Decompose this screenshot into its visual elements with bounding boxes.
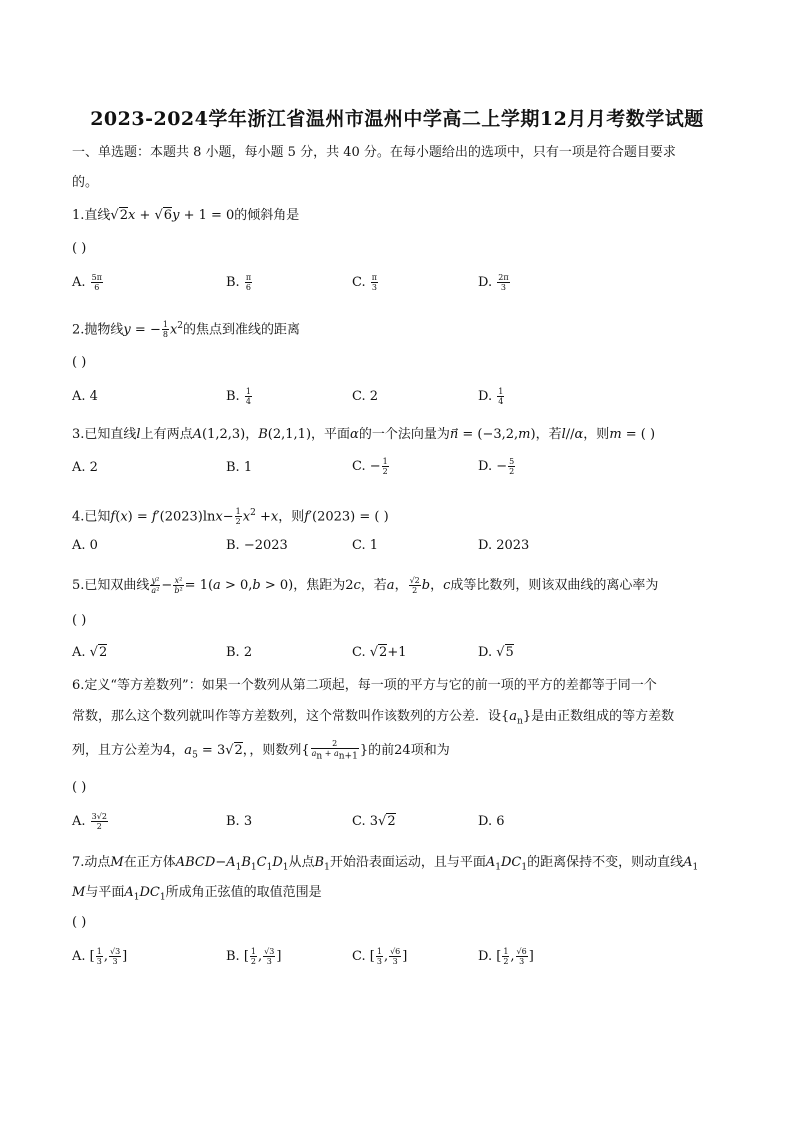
q4-option-a: A. 0 xyxy=(72,538,98,553)
question-6-cont: 常数，那么这个数列就叫作等方差数列，这个常数叫作该数列的方公差．设$\{a_n\}$是由正数组成的等方差数 xyxy=(72,709,675,727)
page-title: 2023-2024学年浙江省温州市温州中学高二上学期12月月考数学试题 xyxy=(90,108,704,130)
answer-paren: ( ) xyxy=(72,613,87,628)
q5-option-c: C. √2+1 xyxy=(352,645,407,660)
q2-option-b: B. $\frac{1}{4}$ xyxy=(226,387,251,406)
q4-option-d: D. 2023 xyxy=(478,538,530,553)
q3-option-a: A. 2 xyxy=(72,460,98,475)
q1-option-b: B. $\frac{\pi}{6}$ xyxy=(226,273,252,292)
q7-option-c: C. [ $\frac{1}{3}$ , $\frac{√6}{3}$ ] xyxy=(352,947,408,966)
q5-option-d: D. √5 xyxy=(478,645,514,660)
question-6: 6.定义“等方差数列”：如果一个数列从第二项起，每一项的平方与它的前一项的平方的差都等于同一个 xyxy=(72,678,657,693)
q6-option-a: A. $\frac{3√2}{2}$ xyxy=(72,812,107,831)
question-4: 4.已知f(x) = f′(2023)lnx− $\frac{1}{2}$ $x^2 +x$，则f′(2023) = ( ) xyxy=(72,507,389,527)
q3-option-c: C. − $\frac{1}{2}$ xyxy=(352,457,388,476)
question-2: 2.抛物线y = − $\frac{1}{8}$ $x^2$的焦点到准线的距离 xyxy=(72,320,301,340)
q6-option-b: B. 3 xyxy=(226,814,253,829)
question-5: 5.已知双曲线 $\frac{\text{y²}}{\text{a²}}$ − $\frac{\text{x²}}{\text{b²}}$ = 1(a > 0,b > 0)，焦距为2c，若a， $\frac{√2}{2}$ b，c成等比数列，则该双曲线的离心率为 xyxy=(72,576,659,595)
answer-paren: ( ) xyxy=(72,355,87,370)
q4-option-b: B. −2023 xyxy=(226,538,288,553)
q1-option-d: D. $\frac{2\pi}{3}$ xyxy=(478,273,509,292)
q7-option-d: D. [ $\frac{1}{2}$ , $\frac{√6}{3}$ ] xyxy=(478,947,534,966)
q5-option-a: A. √2 xyxy=(72,645,108,660)
q3-option-d: D. − $\frac{5}{2}$ xyxy=(478,457,515,476)
q2-option-c: C. 2 xyxy=(352,389,379,404)
section-heading: 一、单选题：本题共 8 小题，每小题 5 分，共 40 分。在每小题给出的选项中，只有一项是符合题目要求 xyxy=(72,145,676,160)
answer-paren: ( ) xyxy=(72,241,87,256)
section-heading-cont: 的。 xyxy=(72,175,99,190)
q2-option-a: A. 4 xyxy=(72,389,98,404)
q7-option-b: B. [ $\frac{1}{2}$ , $\frac{√3}{3}$ ] xyxy=(226,947,282,966)
q3-option-b: B. 1 xyxy=(226,460,253,475)
q1-option-a: A. $\frac{5\pi}{6}$ xyxy=(72,273,103,292)
q4-option-c: C. 1 xyxy=(352,538,379,553)
question-3: 3.已知直线l上有两点A(1,2,3)，B(2,1,1)，平面α的一个法向量为n⃗ = (−3,2,m)，若l//α，则m = ( ) xyxy=(72,427,656,442)
answer-paren: ( ) xyxy=(72,915,87,930)
q1-option-c: C. $\frac{\pi}{3}$ xyxy=(352,273,378,292)
q7-option-a: A. [ $\frac{1}{3}$ , $\frac{√3}{3}$ ] xyxy=(72,947,128,966)
question-7-cont: M与平面$A_1DC_1$所成角正弦值的取值范围是 xyxy=(72,885,322,903)
question-7: 7.动点M在正方体$ABCD-A_1B_1C_1D_1$从点$B_1$开始沿表面运动，且与平面$A_1DC_1$的距离保持不变，则动直线$A_1$ xyxy=(72,855,699,873)
question-1: 1.直线√2x + √6y + 1 = 0的倾斜角是 xyxy=(72,208,300,223)
answer-paren: ( ) xyxy=(72,780,87,795)
q2-option-d: D. $\frac{1}{4}$ xyxy=(478,387,504,406)
q6-option-d: D. 6 xyxy=(478,814,505,829)
q5-option-b: B. 2 xyxy=(226,645,253,660)
q6-option-c: C. 3√2 xyxy=(352,814,396,829)
question-6-cont: 列，且方公差为4，$a_5 = 3√2$，，则数列{ $\frac{2}{a_n + a_{n+1}}$ }的前24项和为 xyxy=(72,739,450,762)
